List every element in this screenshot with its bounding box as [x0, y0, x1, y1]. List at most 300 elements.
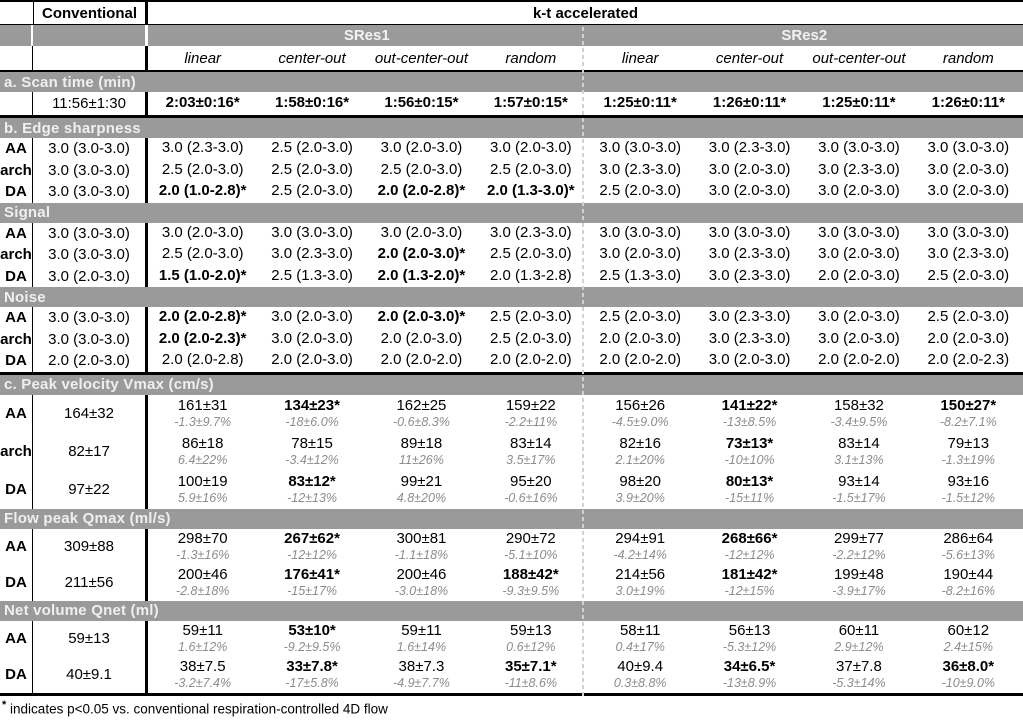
data-cell [695, 395, 804, 433]
row-label: AA [0, 307, 33, 329]
cell-value: 2.0 (2.0-2.8)* [377, 182, 466, 200]
column-header: out-center-out [367, 46, 476, 72]
cell-value: 188±42* [502, 566, 559, 584]
cell-value: 2.5 (2.0-3.0) [927, 308, 1010, 326]
row-label: DA [0, 657, 33, 693]
data-cell [914, 657, 1023, 693]
data-cell [695, 433, 804, 471]
cell-percent: 2.4±15% [943, 639, 993, 654]
section-header: Flow peak Qmax (ml/s) [0, 509, 1023, 529]
cell-percent: -18±6.0% [285, 414, 339, 429]
row-label: arch [0, 160, 33, 182]
cell-value: 2.5 (2.0-3.0) [489, 308, 572, 326]
data-cell [586, 565, 695, 601]
cell-value: 93±16 [947, 473, 990, 491]
cell-value: 134±23* [284, 397, 340, 415]
cell-percent: -3.9±17% [832, 583, 886, 598]
data-cell [476, 329, 585, 351]
cell-percent: -12±13% [287, 490, 338, 505]
cell-percent: -3.4±9.5% [830, 414, 888, 429]
data-cell [695, 223, 804, 245]
cell-value: 267±62* [284, 530, 340, 548]
cell-percent: -12±15% [724, 583, 775, 598]
cell-value: 3.0 (2.3-3.0) [818, 160, 900, 178]
cell-value: 2.0 (2.0-2.3) [927, 351, 1010, 369]
cell-value: 82±16 [619, 435, 661, 453]
cell-value: 2.0 (2.0-3.0) [380, 329, 463, 347]
footnote [0, 696, 1023, 717]
cell-value: 79±13 [947, 435, 990, 453]
row-label: AA [0, 223, 33, 245]
conventional-value: 11:56±1:30 [33, 92, 148, 115]
data-cell [476, 657, 585, 693]
cell-value: 2.0 (2.0-3.0) [271, 351, 353, 369]
cell-percent: -3.4±12% [285, 452, 339, 467]
cell-value: 3.0 (3.0-3.0) [599, 223, 682, 241]
cell-percent: 2.9±12% [834, 639, 884, 654]
cell-percent: -9.3±9.5% [502, 583, 560, 598]
cell-value: 2.0 (2.0-3.0) [927, 329, 1010, 347]
cell-value: 2.0 (2.0-3.0) [599, 329, 682, 347]
cell-percent: 2.1±20% [615, 452, 665, 467]
cell-percent: -3.0±18% [394, 583, 449, 598]
cell-value: 3.0 (2.3-3.0) [708, 266, 791, 284]
data-cell [148, 244, 257, 266]
data-cell [367, 657, 476, 693]
cell-percent: -12±12% [287, 547, 338, 562]
data-cell [476, 565, 585, 601]
data-cell [586, 329, 695, 351]
data-cell [804, 244, 913, 266]
data-cell [586, 350, 695, 372]
data-cell [367, 433, 476, 471]
data-cell [586, 160, 695, 182]
data-cell [257, 244, 366, 266]
cell-value: 3.0 (2.0-3.0) [599, 245, 682, 263]
conventional-value: 3.0 (3.0-3.0) [33, 244, 148, 266]
data-cell [257, 160, 366, 182]
data-cell [914, 529, 1023, 565]
section-header: Noise [0, 287, 1023, 307]
cell-value: 3.0 (2.0-3.0) [818, 182, 900, 200]
row-label: arch [0, 433, 33, 471]
cell-value: 2.0 (2.0-2.0) [599, 351, 682, 369]
cell-value: 3.0 (3.0-3.0) [927, 139, 1010, 157]
cell-value: 80±13* [725, 473, 774, 491]
data-cell [148, 138, 257, 160]
cell-value: 38±7.5 [179, 658, 226, 676]
footnote-text: indicates p<0.05 vs. conventional respiration-controlled 4D flow [10, 701, 388, 716]
row-label: DA [0, 471, 33, 509]
cell-percent: 3.9±20% [615, 490, 665, 505]
data-cell [257, 307, 366, 329]
cell-value: 200±46 [177, 566, 228, 584]
data-cell [804, 529, 913, 565]
cell-value: 2.0 (1.3-2.0)* [377, 266, 466, 284]
cell-value: 181±42* [721, 566, 778, 584]
cell-value: 2.0 (2.0-2.8) [161, 351, 244, 369]
data-cell [914, 471, 1023, 509]
data-cell [804, 350, 913, 372]
data-cell [476, 266, 585, 288]
data-cell [914, 223, 1023, 245]
thick-divider [0, 693, 1023, 696]
cell-percent: -5.3±14% [832, 675, 886, 690]
cell-value: 1:26±0:11* [931, 94, 1005, 112]
cell-value: 290±72 [505, 530, 556, 548]
cell-percent: -1.1±18% [394, 547, 449, 562]
column-header-spacer [0, 46, 33, 72]
cell-percent: -5.3±12% [722, 639, 777, 654]
data-cell [914, 329, 1023, 351]
cell-value: 2.5 (2.0-3.0) [489, 245, 572, 263]
cell-percent: -2.2±12% [832, 547, 886, 562]
cell-percent: -13±8.9% [722, 675, 777, 690]
data-cell [695, 565, 804, 601]
row-label: arch [0, 329, 33, 351]
data-cell [695, 244, 804, 266]
data-cell [914, 138, 1023, 160]
cell-percent: 3.1±13% [834, 452, 884, 467]
data-cell [586, 138, 695, 160]
cell-value: 58±11 [619, 622, 661, 640]
cell-value: 3.0 (2.0-3.0) [708, 182, 791, 200]
cell-value: 1:25±0:11* [603, 94, 677, 112]
cell-value: 2.5 (2.0-3.0) [599, 308, 682, 326]
data-cell [586, 621, 695, 657]
cell-percent: -5.6±13% [941, 547, 996, 562]
data-cell [148, 471, 257, 509]
cell-value: 59±11 [401, 622, 442, 640]
cell-percent: 0.6±12% [506, 639, 556, 654]
cell-value: 3.0 (3.0-3.0) [927, 223, 1010, 241]
data-cell [367, 244, 476, 266]
conventional-value: 3.0 (3.0-3.0) [33, 329, 148, 351]
data-cell [914, 621, 1023, 657]
cell-value: 83±14 [838, 435, 880, 453]
cell-percent: 6.4±22% [178, 452, 228, 467]
cell-value: 93±14 [838, 473, 880, 491]
cell-value: 2.0 (2.0-3.0)* [377, 308, 466, 326]
data-cell [476, 529, 585, 565]
cell-value: 286±64 [943, 530, 994, 548]
data-cell [804, 329, 913, 351]
conventional-value: 40±9.1 [33, 657, 148, 693]
cell-percent: -1.3±16% [175, 547, 230, 562]
row-label: DA [0, 266, 33, 288]
cell-value: 34±6.5* [723, 658, 776, 676]
data-cell [695, 266, 804, 288]
data-cell [476, 223, 585, 245]
cell-value: 40±9.4 [617, 658, 664, 676]
cell-percent: -13±8.5% [722, 414, 777, 429]
cell-value: 100±19 [177, 473, 228, 491]
cell-value: 73±13* [725, 435, 774, 453]
conventional-value: 82±17 [33, 433, 148, 471]
cell-value: 1:26±0:11* [712, 94, 787, 112]
conventional-column-header: Conventional [33, 2, 148, 25]
column-header: random [914, 46, 1023, 72]
row-label: arch [0, 244, 33, 266]
cell-value: 200±46 [396, 566, 447, 584]
data-cell [367, 223, 476, 245]
data-cell [367, 160, 476, 182]
cell-percent: 0.4±17% [615, 639, 665, 654]
data-cell [148, 329, 257, 351]
data-cell [804, 223, 913, 245]
cell-value: 3.0 (2.3-3.0) [708, 329, 791, 347]
cell-value: 2.5 (2.0-3.0) [489, 329, 572, 347]
data-cell [914, 350, 1023, 372]
conventional-value: 3.0 (3.0-3.0) [33, 307, 148, 329]
cell-value: 3.0 (2.3-3.0) [708, 139, 791, 157]
cell-value: 3.0 (3.0-3.0) [818, 139, 900, 157]
sres2-group-header: SRes2 [586, 25, 1023, 46]
conventional-value: 3.0 (3.0-3.0) [33, 223, 148, 245]
cell-value: 3.0 (3.0-3.0) [271, 223, 353, 241]
data-cell [804, 621, 913, 657]
data-cell [148, 160, 257, 182]
column-header: linear [148, 46, 257, 72]
data-cell [476, 433, 585, 471]
conventional-value: 59±13 [33, 621, 148, 657]
data-cell [367, 307, 476, 329]
cell-value: 83±14 [510, 435, 552, 453]
data-cell [257, 350, 366, 372]
row-label: AA [0, 395, 33, 433]
band-spacer-cell [33, 25, 148, 46]
cell-percent: -4.2±14% [613, 547, 667, 562]
data-cell [914, 395, 1023, 433]
data-cell [804, 433, 913, 471]
data-cell [695, 657, 804, 693]
data-cell [914, 160, 1023, 182]
data-cell [367, 565, 476, 601]
data-cell [367, 529, 476, 565]
cell-percent: -1.5±17% [832, 490, 886, 505]
cell-value: 3.0 (2.0-3.0) [818, 245, 900, 263]
cell-percent: -9.2±9.5% [283, 639, 341, 654]
data-cell [804, 92, 913, 115]
data-cell [476, 621, 585, 657]
cell-percent: -15±11% [725, 490, 775, 505]
data-cell [367, 138, 476, 160]
data-cell [257, 181, 366, 203]
cell-value: 2.0 (2.0-3.0) [818, 266, 900, 284]
band-spacer-cell [0, 25, 33, 46]
column-header: linear [586, 46, 695, 72]
cell-value: 59±13 [510, 622, 552, 640]
data-cell [914, 92, 1023, 115]
data-cell [914, 565, 1023, 601]
data-cell [914, 307, 1023, 329]
cell-value: 1:25±0:11* [822, 94, 896, 112]
data-cell [148, 266, 257, 288]
data-cell [586, 395, 695, 433]
cell-percent: 0.3±8.8% [613, 675, 667, 690]
cell-percent: -1.3±19% [941, 452, 996, 467]
cell-value: 3.0 (3.0-3.0) [818, 223, 900, 241]
cell-value: 150±27* [940, 397, 997, 415]
data-cell [914, 181, 1023, 203]
data-cell [476, 307, 585, 329]
data-cell [476, 92, 585, 115]
cell-value: 199±48 [833, 566, 884, 584]
cell-value: 2.5 (2.0-3.0) [271, 182, 353, 200]
cell-value: 190±44 [943, 566, 994, 584]
cell-value: 2.5 (2.0-3.0) [599, 182, 682, 200]
data-cell [586, 433, 695, 471]
cell-value: 300±81 [396, 530, 447, 548]
cell-percent: -4.5±9.0% [611, 414, 669, 429]
cell-value: 3.0 (2.0-3.0) [708, 160, 791, 178]
data-cell [367, 395, 476, 433]
cell-percent: -1.3±9.7% [174, 414, 232, 429]
cell-value: 214±56 [615, 566, 666, 584]
footnote-star: * [2, 698, 7, 711]
cell-value: 2.5 (2.0-3.0) [161, 245, 244, 263]
row-label: DA [0, 565, 33, 601]
data-cell [804, 657, 913, 693]
data-cell [148, 181, 257, 203]
data-cell [148, 565, 257, 601]
data-cell [367, 329, 476, 351]
cell-value: 1.5 (1.0-2.0)* [158, 266, 247, 284]
data-cell [148, 657, 257, 693]
cell-value: 98±20 [619, 473, 661, 491]
data-cell [148, 223, 257, 245]
data-cell [476, 181, 585, 203]
cell-value: 3.0 (2.3-3.0) [599, 160, 682, 178]
data-cell [804, 181, 913, 203]
row-label: AA [0, 621, 33, 657]
data-cell [476, 244, 585, 266]
cell-value: 3.0 (3.0-3.0) [599, 139, 682, 157]
data-cell [148, 350, 257, 372]
cell-value: 56±13 [728, 622, 771, 640]
column-header-spacer [33, 46, 148, 72]
cell-value: 33±7.8* [286, 658, 338, 676]
conventional-value: 309±88 [33, 529, 148, 565]
cell-value: 2.0 (2.0-2.0) [818, 351, 900, 369]
cell-value: 299±77 [833, 530, 884, 548]
cell-value: 2.5 (1.3-3.0) [599, 266, 682, 284]
data-cell [367, 181, 476, 203]
conventional-value: 3.0 (3.0-3.0) [33, 160, 148, 182]
cell-value: 162±25 [396, 397, 447, 415]
data-cell [367, 621, 476, 657]
cell-percent: 4.8±20% [396, 490, 447, 505]
cell-percent: -8.2±7.1% [939, 414, 997, 429]
data-cell [804, 471, 913, 509]
cell-value: 2.0 (2.0-3.0)* [377, 245, 466, 263]
cell-value: 37±7.8 [836, 658, 882, 676]
column-header: center-out [695, 46, 804, 72]
cell-value: 3.0 (2.0-3.0) [489, 139, 572, 157]
cell-value: 3.0 (2.0-3.0) [927, 182, 1010, 200]
data-cell [367, 471, 476, 509]
cell-percent: -3.2±7.4% [174, 675, 232, 690]
data-cell [148, 529, 257, 565]
cell-value: 298±70 [177, 530, 228, 548]
conventional-value: 164±32 [33, 395, 148, 433]
cell-percent: 3.0±19% [615, 583, 665, 598]
data-cell [476, 395, 585, 433]
conventional-value: 211±56 [33, 565, 148, 601]
cell-value: 3.0 (2.0-3.0) [380, 139, 463, 157]
data-cell [804, 266, 913, 288]
cell-value: 2.5 (2.0-3.0) [271, 160, 353, 178]
conventional-value: 2.0 (2.0-3.0) [33, 350, 148, 372]
row-label: AA [0, 529, 33, 565]
cell-value: 2.5 (2.0-3.0) [271, 139, 353, 157]
cell-percent: -10±9.0% [941, 675, 996, 690]
cell-value: 60±12 [947, 622, 990, 640]
data-cell [695, 471, 804, 509]
data-cell [695, 181, 804, 203]
data-cell [695, 329, 804, 351]
data-cell [148, 92, 257, 115]
cell-value: 3.0 (2.0-3.0) [161, 223, 244, 241]
data-cell [257, 565, 366, 601]
row-label: AA [0, 138, 33, 160]
data-cell [695, 350, 804, 372]
data-cell [586, 471, 695, 509]
cell-percent: -12±12% [724, 547, 775, 562]
corner-spacer-cell [0, 2, 33, 25]
data-cell [695, 529, 804, 565]
cell-value: 2.0 (2.0-2.0) [489, 351, 572, 369]
cell-value: 1:56±0:15* [384, 94, 459, 112]
cell-value: 1:57±0:15* [493, 94, 568, 112]
cell-value: 2:03±0:16* [165, 94, 240, 112]
data-cell [804, 138, 913, 160]
cell-percent: -11±8.6% [504, 675, 558, 690]
cell-value: 2.0 (1.3-3.0)* [487, 182, 575, 200]
cell-percent: -5.1±10% [504, 547, 558, 562]
data-cell [586, 223, 695, 245]
cell-value: 59±11 [182, 622, 223, 640]
cell-percent: 1.6±14% [396, 639, 447, 654]
data-cell [804, 565, 913, 601]
cell-value: 95±20 [510, 473, 552, 491]
cell-value: 2.0 (2.0-2.0) [380, 351, 463, 369]
cell-value: 35±7.1* [505, 658, 557, 676]
conventional-value: 97±22 [33, 471, 148, 509]
data-cell [257, 657, 366, 693]
data-cell [148, 621, 257, 657]
cell-percent: -10±10% [724, 452, 775, 467]
section-header: c. Peak velocity Vmax (cm/s) [0, 375, 1023, 395]
cell-value: 2.0 (2.0-2.3)* [158, 329, 247, 347]
cell-value: 3.0 (2.0-3.0) [271, 308, 353, 326]
conventional-value: 3.0 (3.0-3.0) [33, 181, 148, 203]
cell-value: 99±21 [400, 473, 443, 491]
cell-percent: 11±26% [399, 452, 444, 467]
cell-percent: -2.2±11% [504, 414, 558, 429]
cell-percent: 1.6±12% [178, 639, 228, 654]
section-header: b. Edge sharpness [0, 118, 1023, 138]
data-cell [804, 395, 913, 433]
data-cell [586, 181, 695, 203]
cell-value: 2.0 (1.0-2.8)* [158, 182, 247, 200]
cell-value: 36±8.0* [942, 658, 995, 676]
cell-value: 3.0 (2.0-3.0) [271, 329, 353, 347]
cell-value: 2.5 (2.0-3.0) [927, 266, 1010, 284]
data-cell [476, 350, 585, 372]
cell-value: 3.0 (2.0-3.0) [818, 308, 900, 326]
data-cell [804, 307, 913, 329]
